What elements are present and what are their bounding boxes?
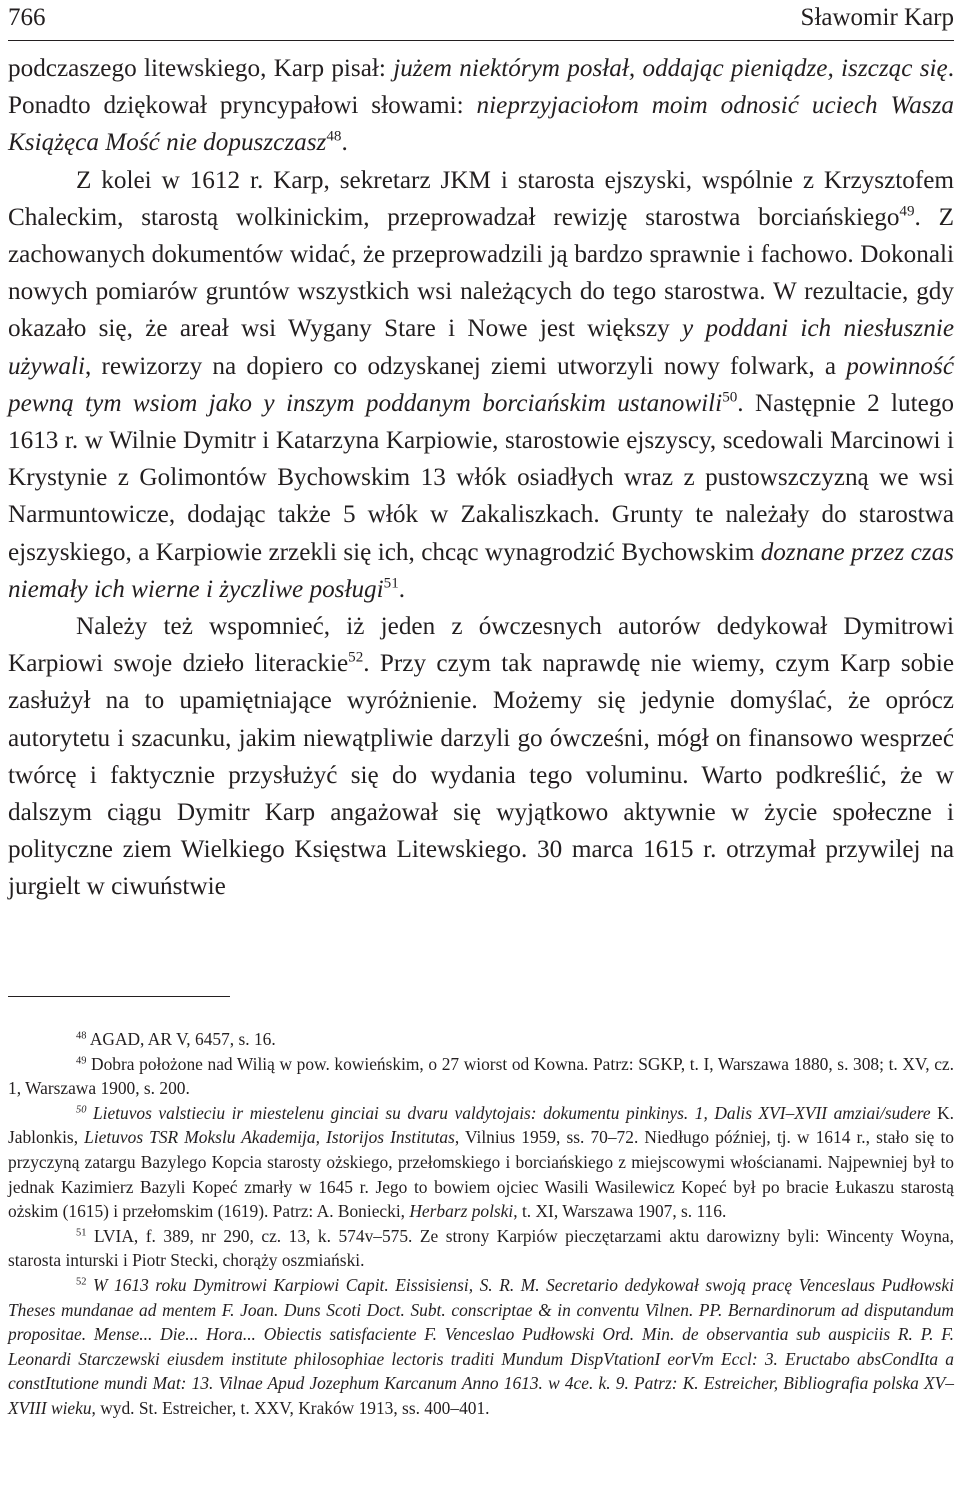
running-header xyxy=(8,0,954,41)
text-run: LVIA, f. 389, nr 290, cz. 13, k. 574v–575. Ze strony Karpiów pieczętarzami aktu darowizny byli: Wincenty Woyna, starosta inturski i Piotr Stecki, chorąży oszmiański. xyxy=(8,1225,954,1271)
text-run: Należy też wspomnieć, iż jeden z ówczesnych autorów dedykował Dymitrowi Karpiowi swoje dzieło literackie xyxy=(8,613,954,678)
italic-run: Lietuvos TSR Mokslu Akademija, Istorijos Institutas xyxy=(84,1127,455,1148)
text-run: , rewizorzy na dopiero co odzyskanej ziemi utworzyli nowy folwark, a xyxy=(84,352,847,380)
text-run: . Następnie 2 lutego 1613 r. w Wilnie Dymitr i Katarzyna Karpiowie, starostowie ejszyscy, scedowali Marcinowi i Krystynie z Golimontów Bychowskim 13 włók osiadłych wraz z pustowszczyzną we wsi Narmuntowicze, dodając także 5 włók w Zakaliszkach. Grunty te należały do starostwa ejszyskiego, a Karpiowie zrzekli się ich, chcąc wynagrodzić Bychowskim xyxy=(8,389,955,566)
italic-run: doznane przez czas niemały ich wierne i życzliwe posługi xyxy=(8,538,954,603)
text-run: , Vilnius 1959, ss. 70–72. Niedługo później, tj. w 1614 r., stało się to przyczyną zatargu Bazylego Kopcia starosty ożskiego, przełomskiego i borciańskiego z miejscowymi włościanami. Najpewniej był to jednak Kazimierz Bazyli Kopeć zmarły w 1645 r. Jego to bowiem ojciec Wasili Wasilewicz Kopeć był po bracie Łukaszu starostą ożskim (1615) i przełomskim (1619). Patrz: A. Boniecki, xyxy=(8,1127,954,1222)
paragraph xyxy=(8,162,954,608)
text-run: . Z zachowanych dokumentów widać, że przeprowadzili ją bardzo sprawnie i fachowo. Dokonali nowych pomiarów gruntów wszystkich wsi należących do tego starostwa. W rezultacie, gdy okazało się, że areał wsi Wygany Stare i Nowe jest większy xyxy=(8,203,954,343)
page-number: 766 xyxy=(8,4,46,31)
text-run: . Przy czym tak naprawdę nie wiemy, czym Karp sobie zasłużył na to upamiętniające wyróżnienie. Możemy się jedynie domyślać, że oprócz autorytetu i szacunku, jakim niewątpliwie darzyli go ówcześni, mógł on finansowo wesprzeć twórcę i faktycznie przysłużyć się do wydania tego voluminu. Warto podkreślić, że w dalszym ciągu Dymitr Karp angażował się wyjątkowo aktywnie w życie społeczne i polityczne ziem Wielkiego Księstwa Litewskiego. 30 marca 1615 r. otrzymał przywilej na jurgielt w ciwuństwie xyxy=(8,650,954,901)
italic-run: Lietuvos valstieciu ir miestelenu ginciai su dvaru valdytojais: dokumentu pinkinys. 1, Dalis XVI–XVII amziai/sudere xyxy=(86,1102,931,1123)
footnotes xyxy=(8,1027,954,1421)
text-run: podczaszego litewskiego, Karp pisał: xyxy=(8,55,394,82)
italic-run: y poddani ich niesłusznie używali xyxy=(8,315,955,380)
footnote-ref: 52 xyxy=(76,1276,87,1288)
footnote-52 xyxy=(8,1273,954,1421)
footnote-48 xyxy=(8,1027,954,1052)
footnote-ref: 50 xyxy=(76,1104,87,1116)
paragraph xyxy=(8,608,954,906)
text-run: . Ponadto dziękował pryncypałowi słowami: xyxy=(8,55,954,120)
italic-run: jużem niektórym posłał, oddając pieniądze, iszcząc się xyxy=(393,55,948,82)
footnote-separator xyxy=(8,996,230,997)
text-run: AGAD, AR V, 6457, s. 16. xyxy=(86,1029,276,1049)
text-run: . xyxy=(398,575,406,603)
text-run: , wyd. St. Estreicher, t. XXV, Kraków 1913, ss. 400–401. xyxy=(91,1397,490,1418)
footnote-ref: 49 xyxy=(76,1055,87,1067)
paragraph xyxy=(8,50,954,162)
italic-run: W 1613 roku Dymitrowi Karpiowi Capit. Eissisiensi, S. R. M. Secretario dedykował swoją pracę Venceslaus Pudłowski Theses mundanae ad mentem F. Joan. Duns Scoti Doct. Subt. conscriptae & in conventu Vilnen. PP. Bernardinorum ad disputandum propositae. Mense... Die... Hora... Obiectis satisfaciente F. Venceslao Pudłowski Ord. Min. de observantia sub auspiciis R. P. F. Leonardi Starczewski eiusdem institute philosophiae lectoris traditi Mundum DispVtationI eorVm Eccl: 3. Eructabo absCondIta a constItutione mundi Mat: 13. Vilnae Apud Jozephum Karcanum Anno 1613. w 4ce. k. 9. Patrz: K. Estreicher, Bibliografia polska XV–XVIII wieku xyxy=(8,1274,954,1418)
text-run: Z kolei w 1612 r. Karp, sekretarz JKM i starosta ejszyski, wspólnie z Krzysztofem Chaleckim, starostą wolkinickim, przeprowadzał rewizję starostwa borciańskiego xyxy=(8,166,954,231)
footnote-49 xyxy=(8,1052,954,1101)
footnote-ref: 48 xyxy=(76,1030,87,1042)
text-run: Dobra położone nad Wilią w pow. kowieńskim, o 27 wiorst od Kowna. Patrz: SGKP, t. I, Warszawa 1880, s. 308; t. XV, cz. 1, Warszawa 1900, s. 200. xyxy=(8,1053,954,1099)
main-text xyxy=(8,50,954,906)
footnote-ref: 49 xyxy=(899,203,915,220)
text-run: , t. XI, Warszawa 1907, s. 116. xyxy=(513,1201,727,1222)
footnote-ref: 50 xyxy=(722,389,738,406)
footnote-ref: 48 xyxy=(326,129,342,146)
footnote-ref: 51 xyxy=(76,1227,87,1239)
italic-run: powinność pewną tym wsiom jako y inszym poddanym borciańskim ustanowili xyxy=(8,352,954,417)
italic-run: Herbarz polski xyxy=(409,1201,514,1222)
running-head-author: Sławomir Karp xyxy=(800,4,954,31)
text-run: K. Jablonkis, xyxy=(8,1102,954,1148)
footnote-51 xyxy=(8,1224,954,1273)
footnote-50 xyxy=(8,1101,954,1224)
italic-run: nieprzyjaciołom moim odnosić uciech Wasza Książęca Mość nie dopuszczasz xyxy=(8,92,954,157)
footnote-ref: 52 xyxy=(348,649,364,666)
text-run: . xyxy=(341,129,348,157)
footnote-ref: 51 xyxy=(383,575,399,592)
